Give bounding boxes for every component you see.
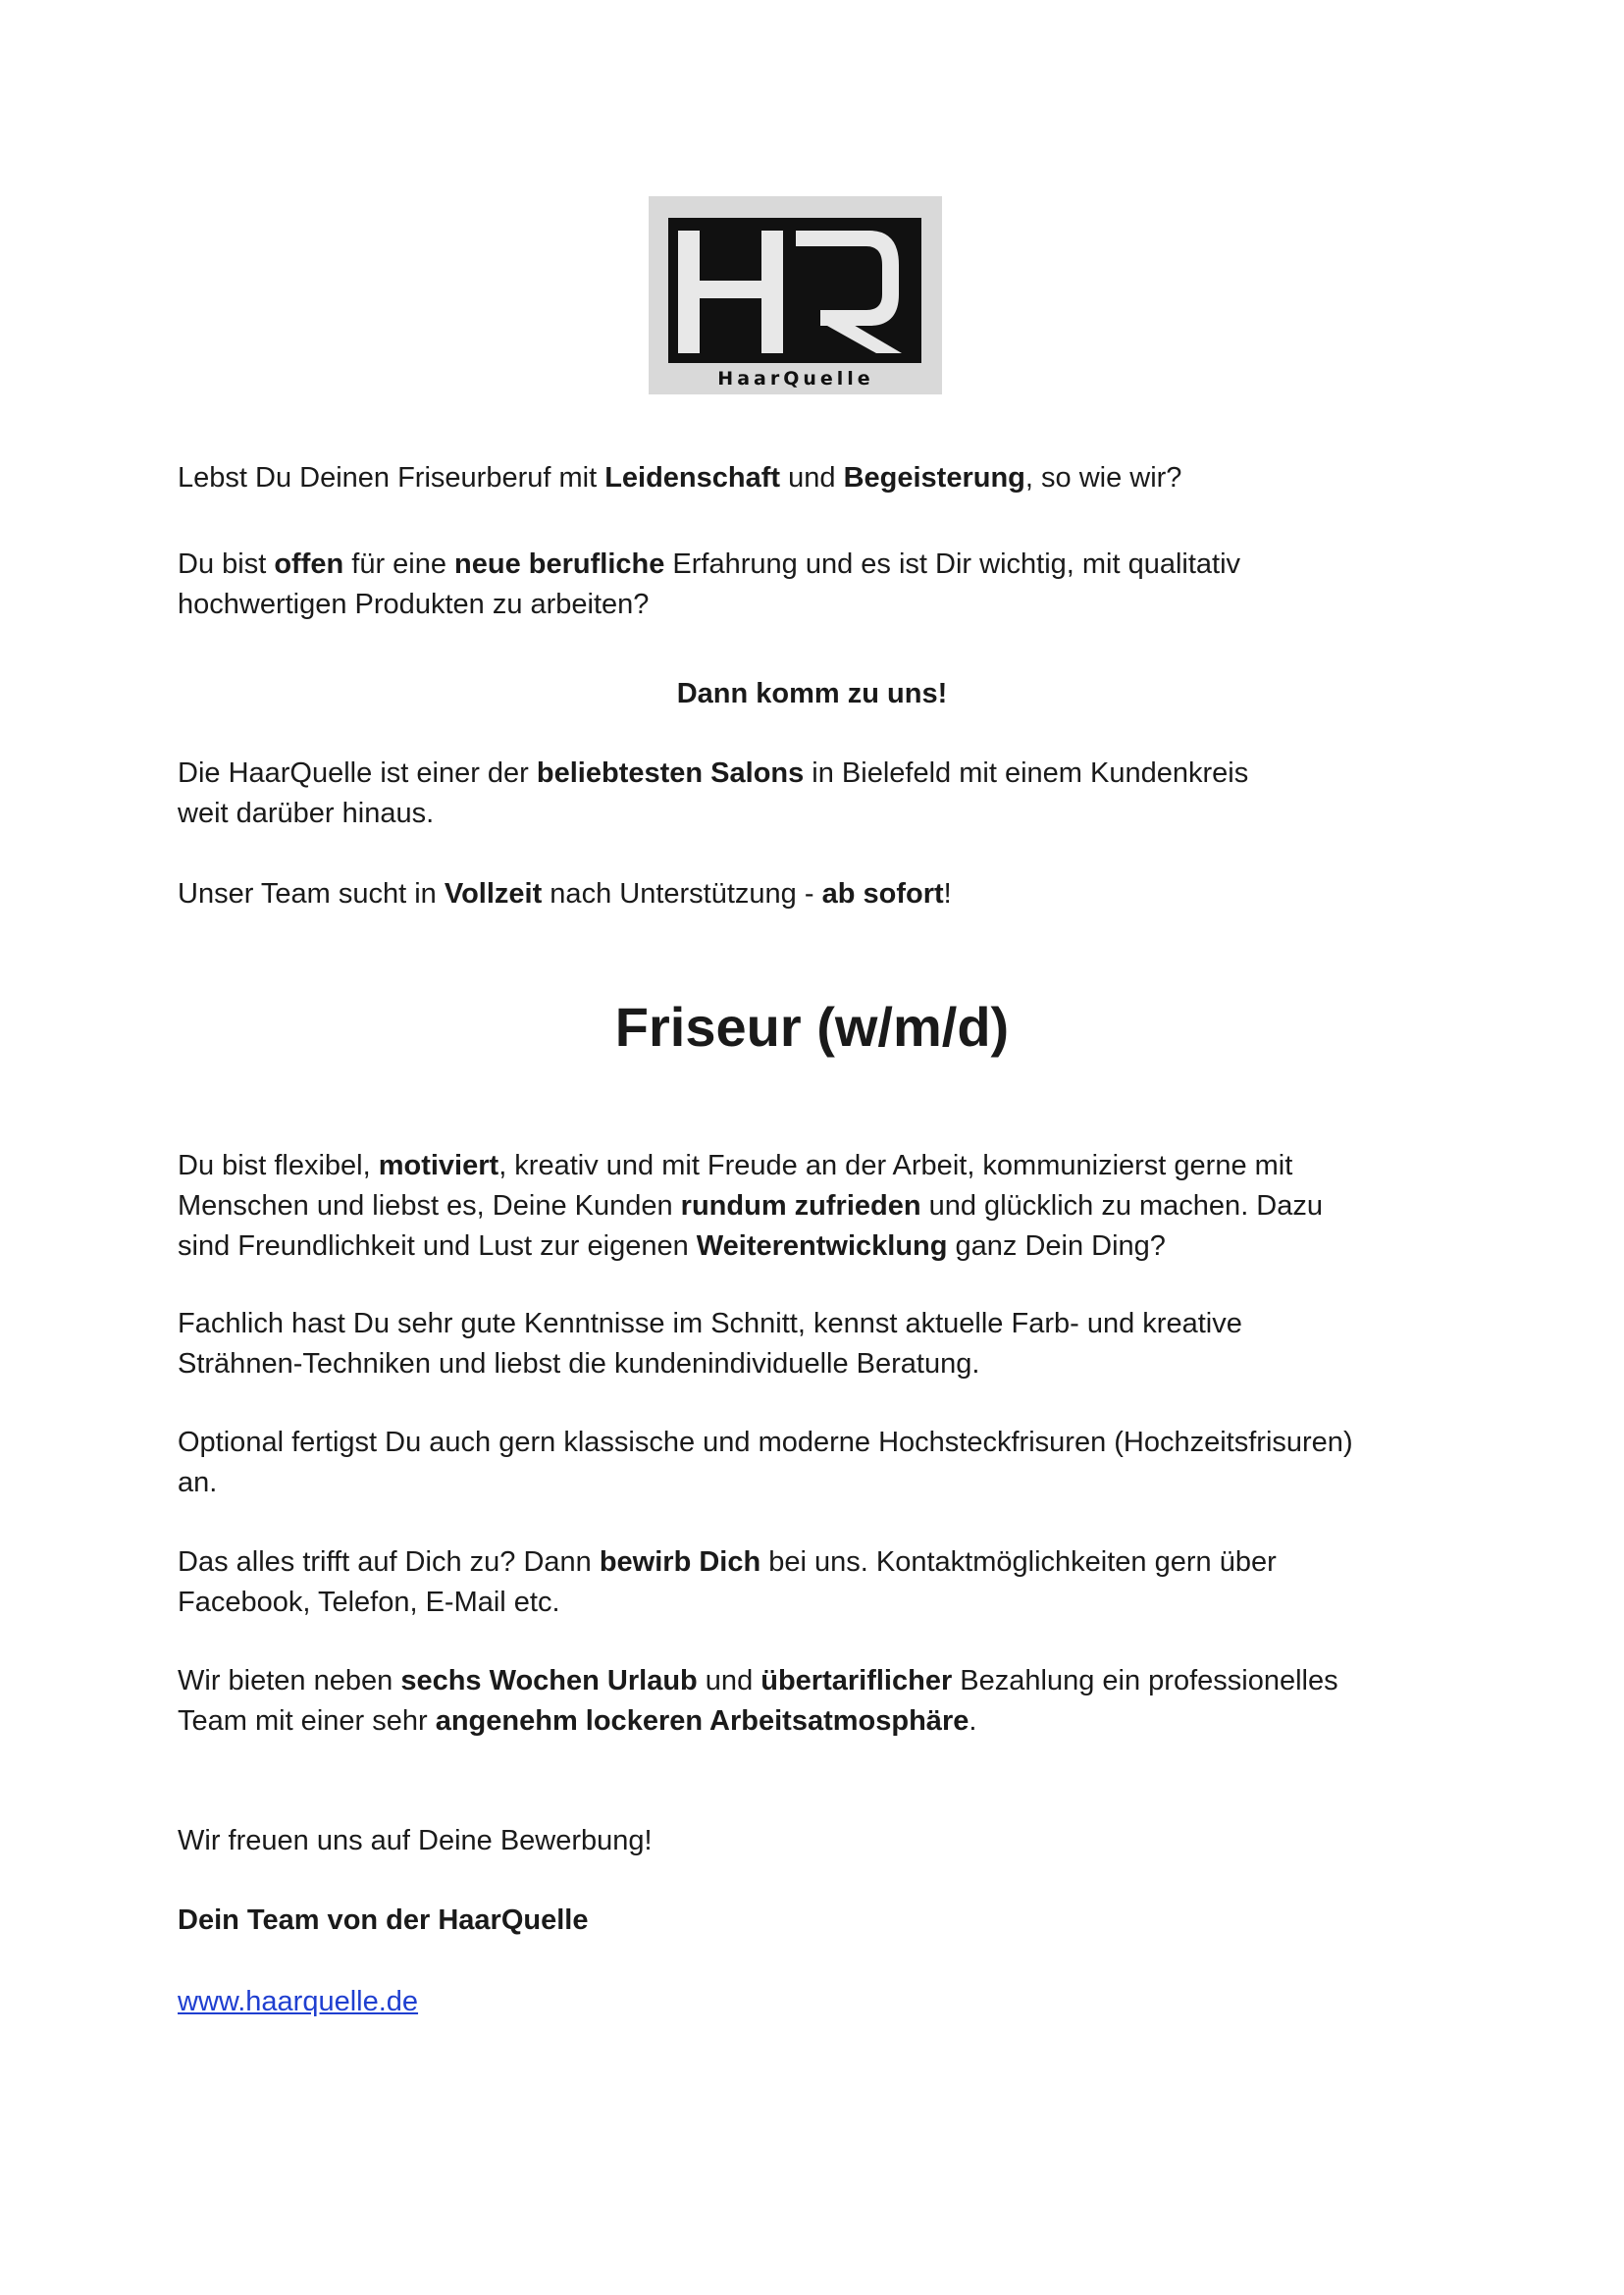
team-search: Unser Team sucht in Vollzeit nach Unterstützung - ab sofort! <box>178 878 952 910</box>
skills-paragraph: Fachlich hast Du sehr gute Kenntnisse im Schnitt, kennst aktuelle Farb- und kreative Strähnen-Techniken und liebst die kundenindividuelle Beratung. <box>178 1308 1242 1380</box>
benefits-paragraph: Wir bieten neben sechs Wochen Urlaub und übertariflicher Bezahlung ein professionelles Team mit einer sehr angenehm lockeren Arbeitsatmosphäre. <box>178 1665 1338 1737</box>
intro-question: Lebst Du Deinen Friseurberuf mit Leidenschaft und Begeisterung, so wie wir? <box>178 462 1182 494</box>
website-line <box>178 1982 1453 2022</box>
closing-wish: Wir freuen uns auf Deine Bewerbung! <box>178 1825 653 1856</box>
intro-openness: Du bist offen für eine neue berufliche Erfahrung und es ist Dir wichtig, mit qualitativ hochwertigen Produkten zu arbeiten? <box>178 548 1241 620</box>
haarquelle-logo-mark <box>649 196 942 394</box>
profile-paragraph: Du bist flexibel, motiviert, kreativ und mit Freude an der Arbeit, kommunizierst gerne mit Menschen und liebst es, Deine Kunden rundum zufrieden und glücklich zu machen. Dazu sind Freundlichkeit und Lust zur eigenen Weiterentwicklung ganz Dein Ding? <box>178 1150 1324 1262</box>
job-title: Friseur (w/m/d) <box>614 996 1010 1058</box>
website-link[interactable]: www.haarquelle.de <box>178 1986 419 2017</box>
salon-description: Die HaarQuelle ist einer der beliebtesten Salons in Bielefeld mit einem Kundenkreis weit darüber hinaus. <box>178 757 1249 829</box>
call-to-action: Dann komm zu uns! <box>676 678 948 709</box>
logo-wordmark: HaarQuelle <box>717 368 874 390</box>
signature: Dein Team von der HaarQuelle <box>178 1904 589 1936</box>
apply-paragraph: Das alles trifft auf Dich zu? Dann bewirb Dich bei uns. Kontaktmöglichkeiten gern über Facebook, Telefon, E-Mail etc. <box>178 1546 1277 1618</box>
haarquelle-logo <box>649 196 942 394</box>
optional-paragraph: Optional fertigst Du auch gern klassische und moderne Hochsteckfrisuren (Hochzeitsfrisuren) an. <box>178 1427 1353 1498</box>
